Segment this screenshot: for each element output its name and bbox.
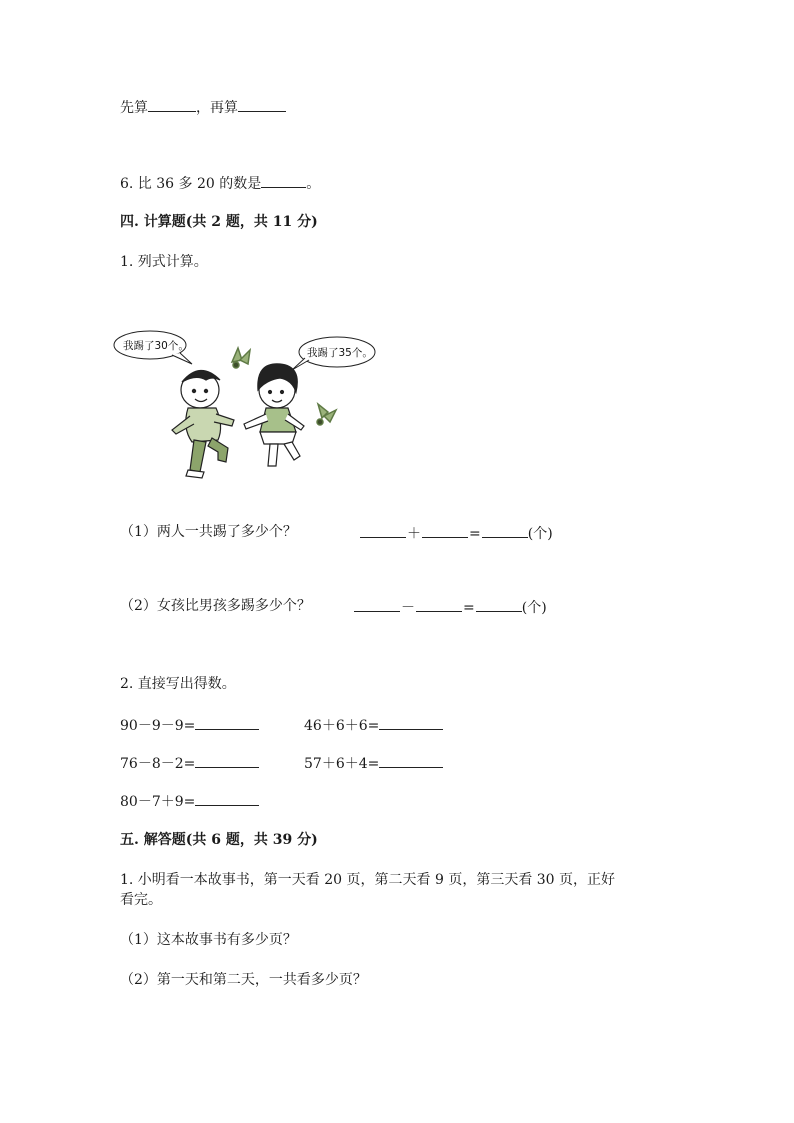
sub1-blank-c[interactable]	[482, 522, 528, 538]
s5q1-sub1: （1）这本故事书有多少页？	[120, 932, 297, 948]
calc-item-1	[120, 714, 259, 736]
calc-answer-blank[interactable]	[379, 752, 443, 768]
calc-item-2	[304, 714, 443, 736]
calc-answer-blank[interactable]	[195, 714, 259, 730]
sub2-blank-b[interactable]	[416, 596, 462, 612]
girl-speech-bubble	[292, 337, 375, 370]
calc-expr: 57＋6＋4=	[304, 756, 380, 772]
calc-expr: 80－7＋9=	[120, 794, 196, 810]
girl-figure	[244, 364, 304, 466]
calc-expr: 46＋6＋6=	[304, 718, 380, 734]
q6-blank[interactable]	[261, 172, 306, 188]
sub1-unit: (个)	[527, 526, 553, 542]
boy-speech-bubble	[114, 331, 192, 364]
s5q1-line1: 1. 小明看一本故事书，第一天看 20 页，第二天看 9 页，第三天看 30 页，正好	[120, 872, 616, 888]
s4q1-sub1-equation	[360, 522, 553, 544]
sub2-eq: =	[463, 600, 475, 616]
q6-line	[120, 172, 320, 194]
calc-item-3	[120, 752, 259, 774]
s4q1-sub2-line	[120, 596, 311, 616]
q5-tail-line	[120, 96, 286, 118]
q5-blank-1[interactable]	[148, 96, 196, 112]
q5-sep-label: ，再算	[196, 100, 238, 116]
sub1-blank-b[interactable]	[422, 522, 468, 538]
q6-text: 6. 比 36 多 20 的数是	[120, 176, 262, 192]
s4q1-sub1-label: （1）两人一共踢了多少个？	[120, 524, 297, 540]
q5-first-label: 先算	[120, 100, 148, 116]
calc-expr: 90－9－9=	[120, 718, 196, 734]
shuttlecock-icon-2	[317, 404, 336, 425]
sub1-op: ＋	[407, 526, 421, 542]
s4q1-title: 1. 列式计算。	[120, 254, 208, 270]
shuttlecock-icon	[232, 348, 250, 368]
s5q1-line2: 看完。	[120, 892, 162, 908]
calc-answer-blank[interactable]	[195, 790, 259, 806]
sub1-eq: =	[469, 526, 481, 542]
sub2-op: －	[401, 600, 415, 616]
s5q1-sub2: （2）第一天和第二天，一共看多少页？	[120, 972, 367, 988]
sub2-blank-c[interactable]	[476, 596, 522, 612]
q6-end: 。	[306, 176, 321, 192]
s4q1-sub1-line	[120, 522, 297, 542]
sub2-unit: (个)	[521, 600, 547, 616]
boy-bubble-text: 我踢了30个。	[123, 340, 189, 352]
kids-kicking-shuttlecock-illustration	[112, 320, 373, 485]
calc-item-4	[304, 752, 443, 774]
section5-title: 五. 解答题(共 6 题，共 39 分)	[120, 832, 318, 848]
sub1-blank-a[interactable]	[360, 522, 406, 538]
girl-bubble-text: 我踢了35个。	[307, 347, 373, 359]
s4q1-sub2-label: （2）女孩比男孩多踢多少个？	[120, 598, 311, 614]
calc-item-5	[120, 790, 259, 812]
s4q2-title: 2. 直接写出得数。	[120, 676, 236, 692]
section4-title: 四. 计算题(共 2 题，共 11 分)	[120, 214, 318, 230]
q5-blank-2[interactable]	[238, 96, 286, 112]
calc-answer-blank[interactable]	[195, 752, 259, 768]
sub2-blank-a[interactable]	[354, 596, 400, 612]
calc-expr: 76－8－2=	[120, 756, 196, 772]
calc-answer-blank[interactable]	[379, 714, 443, 730]
boy-figure	[172, 370, 234, 478]
s4q1-sub2-equation	[354, 596, 547, 618]
